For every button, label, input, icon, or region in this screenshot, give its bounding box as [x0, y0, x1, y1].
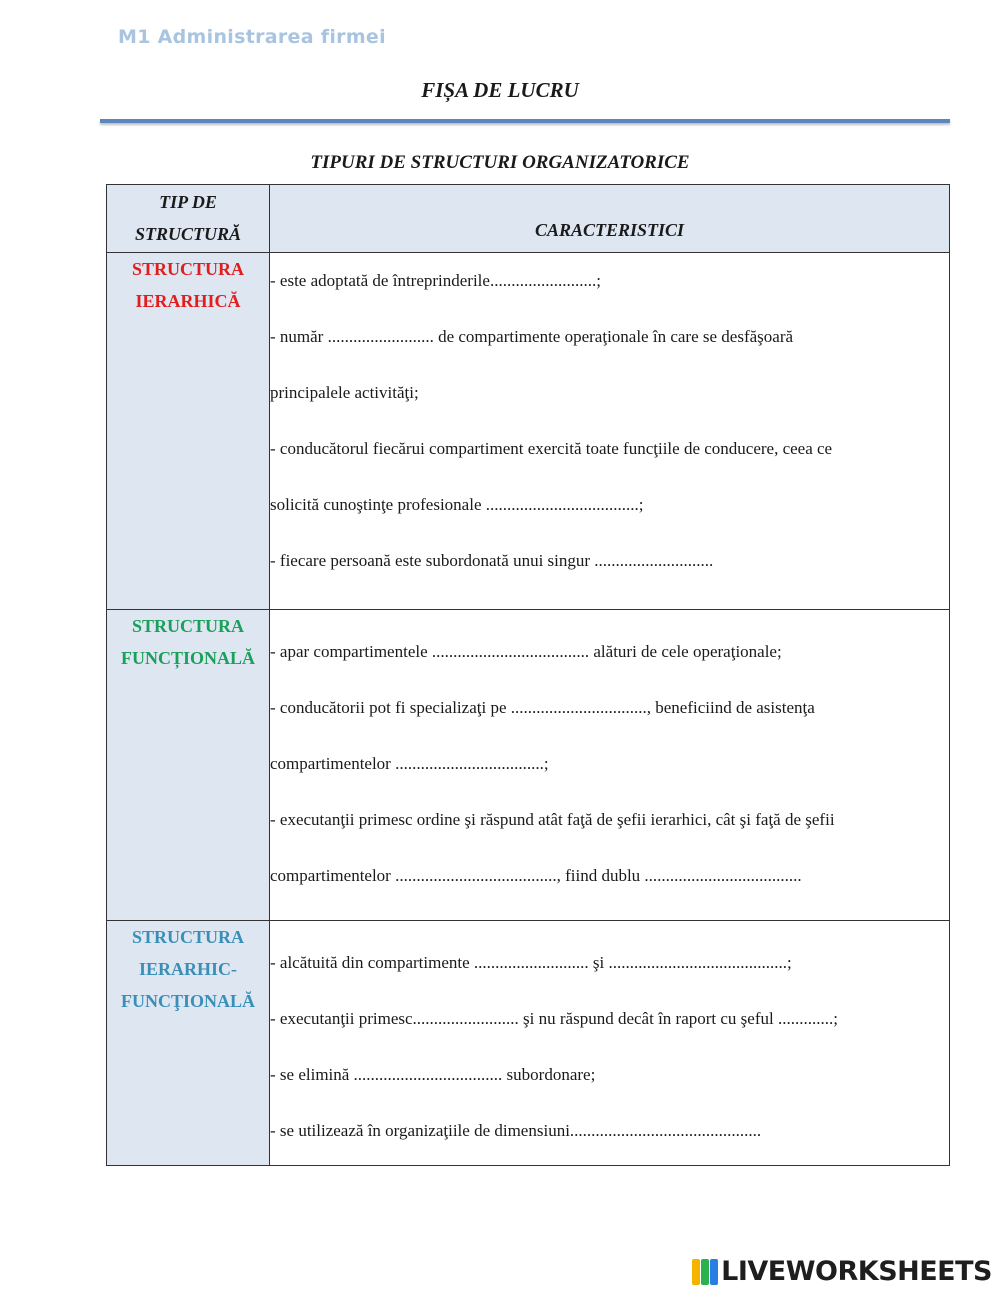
- structure-name-line: STRUCTURA: [131, 616, 245, 636]
- characteristic-line[interactable]: - fiecare persoană este subordonată unui singur ............................: [270, 551, 714, 570]
- characteristic-line[interactable]: solicită cunoştinţe profesionale ....................................;: [270, 495, 644, 514]
- table-title: TIPURI DE STRUCTURI ORGANIZATORICE: [310, 152, 690, 173]
- type-column-header: [107, 185, 270, 253]
- characteristic-line[interactable]: - se elimină ................................... subordonare;: [270, 1065, 596, 1084]
- characteristics-cell: [270, 253, 950, 610]
- structure-type-cell: [107, 921, 270, 1166]
- structure-name-line: FUNCȚIONALĂ: [120, 648, 255, 668]
- characteristic-line[interactable]: - număr ......................... de compartimente operaţionale în care se desfăşoară: [270, 327, 794, 346]
- characteristic-line: - conducătorul fiecărui compartiment exercită toate funcţiile de conducere, ceea ce: [270, 439, 833, 458]
- characteristics-cell: [270, 921, 950, 1166]
- liveworksheets-logo-icon: [692, 1259, 718, 1285]
- brand-name: LIVEWORKSHEETS: [721, 1256, 992, 1287]
- module-label: M1 Administrarea firmei: [118, 26, 386, 48]
- characteristic-line[interactable]: - executanţii primesc......................... şi nu răspund decât în raport cu şeful .............;: [270, 1009, 838, 1028]
- structure-type-cell: [107, 610, 270, 921]
- type-header-line1: TIP DE: [159, 192, 217, 212]
- structure-name-line: IERARHICĂ: [135, 291, 241, 311]
- structure-name-line: STRUCTURA: [131, 927, 245, 947]
- document-title: FIȘA DE LUCRU: [421, 78, 579, 102]
- structure-name-line: STRUCTURA: [131, 259, 245, 279]
- title-divider: [100, 119, 950, 123]
- structure-name-line: FUNCŢIONALĂ: [120, 991, 255, 1011]
- structure-name-line: IERARHIC-: [138, 959, 237, 979]
- table-row-ierarhica: [107, 253, 950, 610]
- table-row-functionala: [107, 610, 950, 921]
- characteristic-line[interactable]: - apar compartimentele ..................................... alături de cele operaţionale;: [270, 642, 782, 661]
- characteristic-line[interactable]: - conducătorii pot fi specializaţi pe ................................, beneficiind de asistenţa: [270, 698, 815, 717]
- characteristics-column-header: CARACTERISTICI: [270, 185, 950, 253]
- characteristic-line: principalele activităţi;: [270, 383, 419, 402]
- characteristics-cell: [270, 610, 950, 921]
- table-row-ierarhic-functionala: [107, 921, 950, 1166]
- table-header-row: [107, 185, 950, 253]
- structures-table: [106, 184, 950, 1166]
- structure-type-cell: [107, 253, 270, 610]
- characteristic-line[interactable]: - se utilizează în organizaţiile de dimensiuni.............................................: [270, 1121, 762, 1140]
- characteristic-line[interactable]: compartimentelor ...................................;: [270, 754, 549, 773]
- characteristic-line[interactable]: compartimentelor ......................................, fiind dublu .....................................: [270, 866, 802, 885]
- liveworksheets-brand[interactable]: [692, 1256, 992, 1287]
- characteristic-line: - executanţii primesc ordine şi răspund atât faţă de şefii ierarhici, cât şi faţă de şefii: [270, 810, 835, 829]
- characteristic-line[interactable]: - alcătuită din compartimente ........................... şi ..........................................;: [270, 953, 792, 972]
- type-header-line2: STRUCTURĂ: [134, 224, 242, 244]
- characteristic-line[interactable]: - este adoptată de întreprinderile.........................;: [270, 271, 601, 290]
